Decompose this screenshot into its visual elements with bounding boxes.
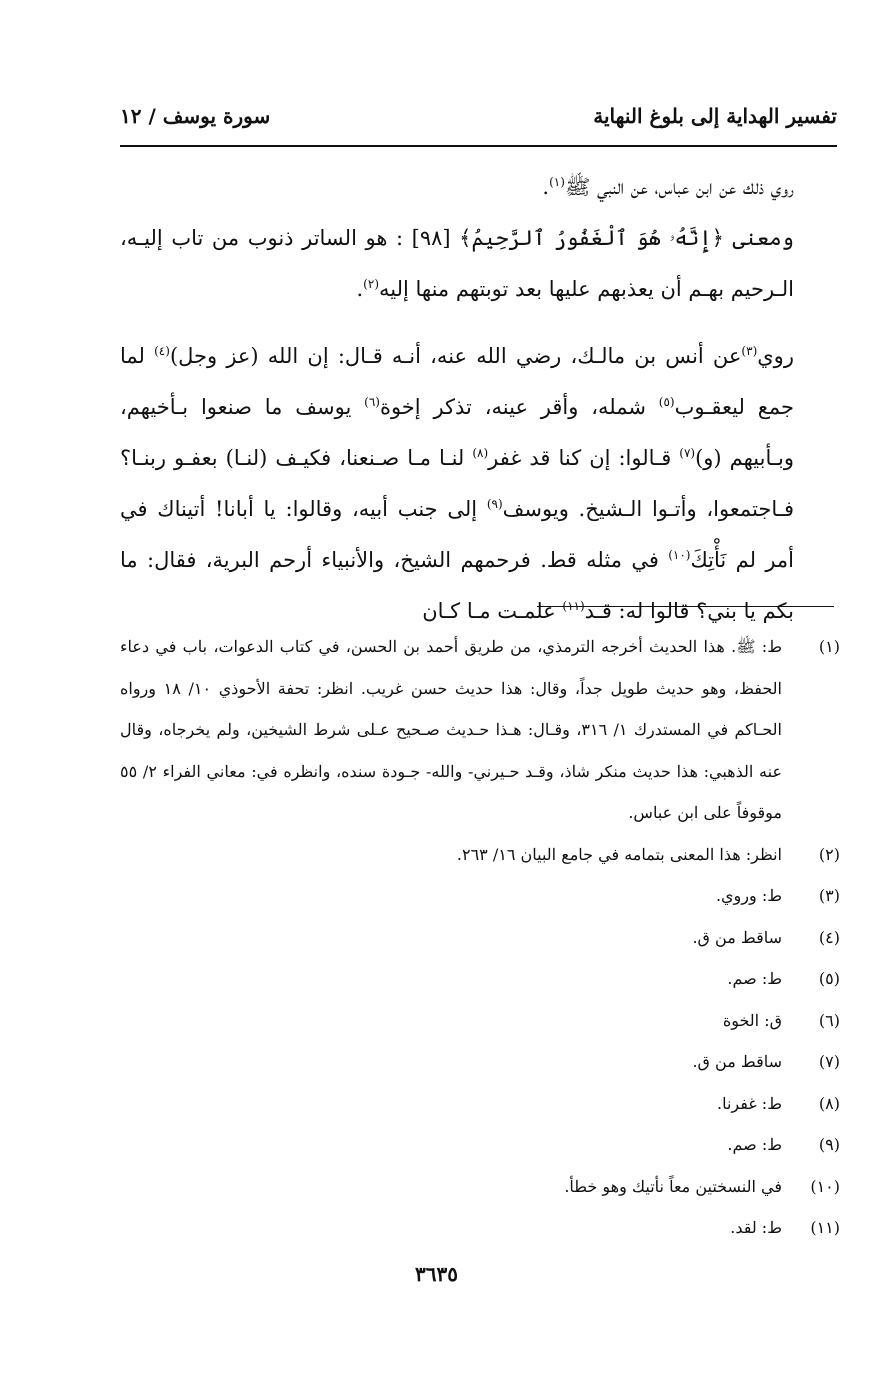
paragraph-3-text: شمله، وأقر عينه، تذكر إخوة <box>379 395 659 419</box>
footnote-ref-5: (٥) <box>658 395 675 409</box>
paragraph-2-end: . <box>356 277 364 301</box>
footnote-1 <box>120 626 840 834</box>
footnote-number: (٤) <box>818 927 840 947</box>
paragraph-3-text: يوسف ما صنعوا بـأخيهم، وبـأبيهم (و) <box>120 395 794 470</box>
footnote-text: ط: وروي. <box>715 886 782 905</box>
paragraph-3 <box>120 331 836 637</box>
paragraph-2-text: ومعنى ﴿إِنَّهُۥ هُوَ ٱلْغَفُورُ ٱلرَّحِيمُ﴾ [٩٨] : هو الساتر ذنوب من تاب إليـه، الـرحيم بهـم أن يعذبهم عليها بعد توبتهم منها إليه <box>120 226 794 301</box>
footnote-text: ط: ﷺ. هذا الحديث أخرجه الترمذي، من طريق أحمد بن الحسن، في كتاب الدعوات، باب في دعاء الحفظ، وهو حديث طويل جداً، وقال: هذا حديث حسن غريب. انظر: تحفة الأحوذي ١٠/ ١٨ ورواه الحـاكم في المستدرك ١/ ٣١٦، وقـال: هـذا حـديث صـحيح عـلى شرط الشيخين، ولم يخرجاه، وقال عنه الذهبي: هذا حديث منكر شاذ، وقـد حـيرني- والله- جـودة سنده، وانظره في: معاني الفراء ٢/ ٥٥ موقوفاً على ابن عباس. <box>120 637 783 822</box>
footnote-ref-3: (٣) <box>741 344 758 358</box>
paragraph-3-text: لما جمع ليعقـوب <box>120 344 794 419</box>
paragraph-3-text: قـالوا: إن كنا قد غفر <box>488 446 680 470</box>
footnote-ref-9: (٩) <box>486 497 503 511</box>
footnote-10 <box>120 1166 840 1208</box>
paragraph-1 <box>120 162 836 213</box>
footnote-number: (١) <box>818 637 840 656</box>
footnote-9 <box>120 1124 840 1166</box>
footnote-ref-8: (٨) <box>472 446 489 460</box>
footnote-text: ساقط من ق. <box>692 927 782 947</box>
paragraph-3-text: روي <box>757 344 794 368</box>
footnote-number: (١٠) <box>810 1176 840 1196</box>
footnote-text: ط: صم. <box>727 1135 782 1154</box>
paragraph-1-text: روي ذلك عن ابن عباس، عن النبي ﷺ <box>564 175 794 199</box>
footnote-ref-2: (٢) <box>363 277 379 291</box>
page-number: ٣٦٣٥ <box>415 1262 458 1286</box>
footnote-text: ط: غفرنا. <box>717 1093 782 1113</box>
footnotes <box>120 626 840 1249</box>
paragraph-2 <box>120 213 836 315</box>
footnote-ref-10: (١٠) <box>668 548 691 562</box>
footnote-2 <box>120 834 840 876</box>
running-header <box>120 98 837 134</box>
paragraph-3-text: لنـا مـا صـنعنا، فكيـف (لنـا) بعفـو ربنـا؟ فـاجتمعوا، وأتـوا الـشيخ. ويوسف <box>120 446 794 521</box>
footnote-ref-7: (٧) <box>679 446 696 460</box>
footnote-number: (١١) <box>810 1218 840 1237</box>
footnote-text: ساقط من ق. <box>692 1052 782 1071</box>
footnote-text: ط: صم. <box>727 969 782 988</box>
footnote-number: (٦) <box>818 1010 840 1030</box>
paragraph-1-end: . <box>542 175 550 199</box>
footnote-ref-6: (٦) <box>364 395 380 409</box>
footnote-number: (٢) <box>818 844 840 864</box>
footnote-number: (٥) <box>818 969 840 988</box>
footnote-5 <box>120 958 840 1000</box>
footnote-text: ط: لقد. <box>730 1218 782 1237</box>
footnote-number: (٨) <box>818 1093 840 1113</box>
paragraph-3-text: إلى جنب أبيه، وقالوا: يا أبانا! أتيناك في أمر لم نَأْتِكَ <box>120 497 794 572</box>
paragraph-3-text: في مثله قط. فرحمهم الشيخ، والأنبياء أرحم البرية، فقال: ما بكم يا بني؟ قالوا له: قـد <box>120 548 794 623</box>
main-text <box>120 162 836 637</box>
footnote-11 <box>120 1207 840 1249</box>
footnote-text: ق: الخوة <box>722 1010 782 1030</box>
footnote-3 <box>120 875 840 917</box>
footnote-7 <box>120 1041 840 1083</box>
paragraph-3-text: علمـت مـا كـان <box>422 599 563 623</box>
footnote-number: (٩) <box>818 1135 840 1154</box>
footnote-number: (٣) <box>818 886 840 905</box>
header-rule <box>120 145 837 147</box>
footnote-number: (٧) <box>818 1052 840 1071</box>
footnote-6 <box>120 1000 840 1042</box>
footnote-text: في النسختين معاً نأتيك وهو خطأ. <box>564 1176 782 1196</box>
footnote-separator <box>537 606 834 607</box>
footnote-ref-4: (٤) <box>154 344 170 358</box>
footnote-ref-11: (١١) <box>562 599 585 613</box>
footnote-text: انظر: هذا المعنى بتمامه في جامع البيان ١٦/ ٢٦٣. <box>456 844 782 864</box>
footnote-4 <box>120 917 840 959</box>
paragraph-3-text: عن أنس بن مالـك، رضي الله عنه، أنـه قـال: إن الله (عز وجل) <box>169 344 742 368</box>
footnote-8 <box>120 1083 840 1125</box>
footnote-ref-1: (١) <box>549 175 565 189</box>
book-title: تفسير الهداية إلى بلوغ النهاية <box>593 104 837 128</box>
surah-label: سورة يوسف / ١٢ <box>120 104 271 128</box>
